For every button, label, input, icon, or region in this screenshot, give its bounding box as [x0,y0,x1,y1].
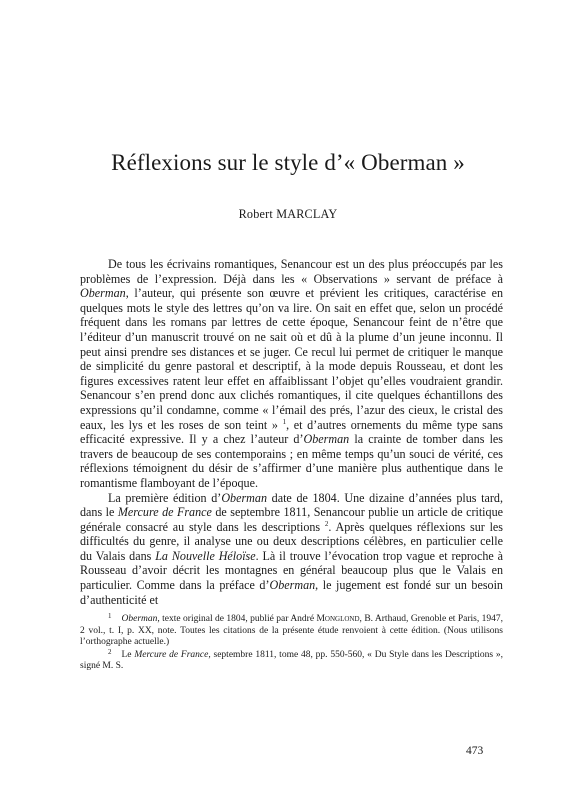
paragraph-text: date de 1804. Une dizaine d’années plus tard, dans le [80,490,503,520]
footnote-text: Le [121,649,135,660]
footnote-italic-text: Mercure de France [134,649,209,660]
paragraph-text: , le jugement est fondé sur un besoin d’authenticité et [80,578,503,607]
paragraph-footnote-ref: 1 [282,417,287,426]
paragraph-text: . Là il trouve l’évocation trop vague et reproche à Rousseau d’avoir décrit les montagnes en général beaucoup plus que le Valais en particulier. Comme dans la préface d’ [80,548,503,593]
paragraph-text: , l’auteur, qui présente son œuvre et prévient les critiques, caractérise en quelques mots le style des lettres qu’on va lire. On sait en effet que, selon un procédé fréquent dans les romans par lettres de cette époque, Senancour feint de n’être que l’éditeur d’un manuscrit trouvé on ne sait où et dû à la plume d’un jeune inconnu. Il peut ainsi prendre ses distances et se juger. Ce recul lui permet de critiquer le manque de simplicité du genre pastoral et descriptif, à la mode depuis Rousseau, et dont les figures excessives ratent leur effet en affaiblissant l’objet qu’elles voudraient grandir. Senancour s’en prend donc aux clichés romantiques, il cite quelques échantillons des expressions qu’il condamne, comme « l’émail des prés, l’azur des cieux, le cristal des eaux, les lys et les roses de son teint » [80,286,503,432]
paragraph-italic-text: Mercure de France [117,505,212,520]
footnote-italic-text: Oberman [121,614,158,624]
paragraph-text: . Après quelques réflexions sur les difficultés du genre, il analyse une ou deux descriptions célèbres, en particulier celle du Valais dans [80,519,503,563]
article-title: Réflexions sur le style d’« Oberman » [111,150,465,175]
paragraph-text: de septembre 1811, Senancour publie un article de critique générale consacré au style dans les descriptions [80,505,504,534]
footnote-text: , texte original de 1804, publié par André [157,614,317,624]
paragraph-italic-text: La Nouvelle Héloïse [155,548,256,563]
paragraph-footnote-ref: 2 [324,519,329,528]
footnote [80,647,503,673]
paragraph-text: la crainte de tomber dans les travers de beaucoup de ses contemporains ; en même temps qu’un souci de vérité, ces réflexions témoignent du désir de s’affirmer d’une manière plus authentique dans le romantisme flamboyant de l’époque. [80,432,503,490]
footnotes [80,614,503,674]
footnote-text: , B. Arthaud, Grenoble et Paris, 1947, 2 vol., t. I, p. XX, note. Toutes les citations de la présente étude renvoient à cette édition. (Nous utilisons l’orthographe actuelle.) [80,614,503,648]
paragraph-italic-text: Oberman [269,578,316,593]
paragraph-italic-text: Oberman [303,432,350,447]
paragraph-text: La première édition d’ [108,490,222,505]
footnote-smallcaps-text: Monglond [316,614,360,624]
footnote-number: 1 [108,612,112,620]
page-number: 473 [466,745,484,757]
paragraph-text: , et d’autres ornements du même type sans efficacité expressive. Il y a chez l’auteur d’ [80,417,503,447]
article-author: Robert MARCLAY [238,207,338,221]
footnote-text: , septembre 1811, tome 48, pp. 550-560, « Du Style dans les Descriptions », signé M. S. [80,649,503,672]
body-paragraph [80,491,503,608]
footnote [80,614,503,649]
body-paragraph [80,257,503,491]
article-body [80,257,503,607]
footnote-number: 2 [108,647,112,656]
paragraph-italic-text: Oberman [80,286,126,301]
paragraph-text: De tous les écrivains romantiques, Senancour est un des plus préoccupés par les problèmes de l’expression. Déjà dans les « Observations » servant de préface à [80,257,503,286]
paragraph-italic-text: Oberman [221,490,268,505]
